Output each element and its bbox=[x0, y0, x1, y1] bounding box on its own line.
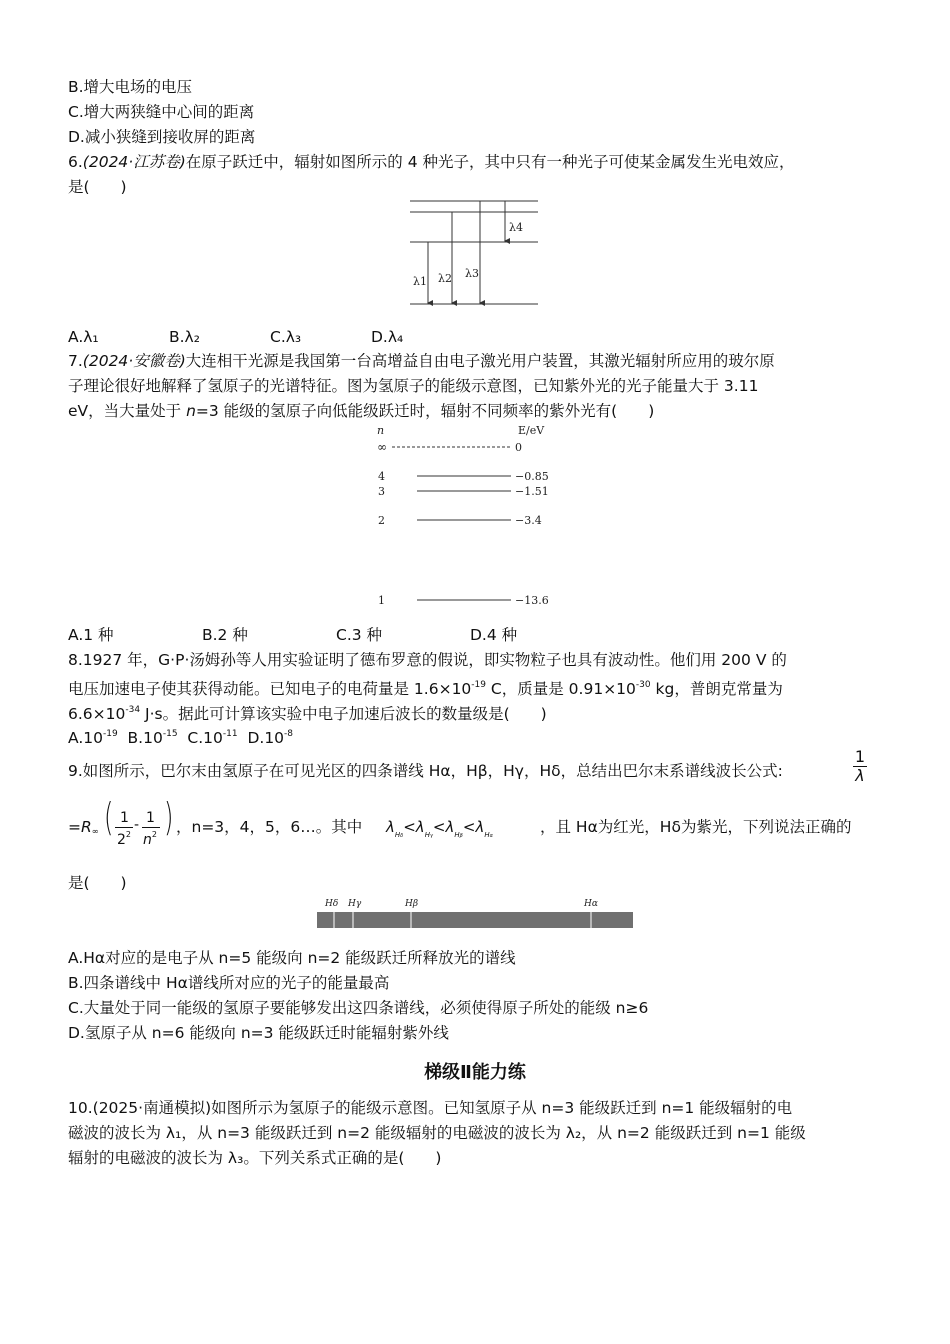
q7-option-b: B.2 种 bbox=[202, 626, 248, 644]
q9-spec-label-hb: Hβ bbox=[405, 899, 419, 909]
q7-text3-n: n bbox=[186, 402, 196, 420]
section-heading: 梯级Ⅱ能力练 bbox=[424, 1062, 526, 1083]
q7-level-3-n: 3 bbox=[378, 485, 385, 498]
q9-stem-line2-start bbox=[68, 816, 99, 843]
q7-col-n: n bbox=[377, 424, 385, 437]
q7-options bbox=[68, 624, 517, 646]
q6-stem-line2: 是( ) bbox=[68, 178, 127, 196]
q8-line2c: kg，普朗克常量为 bbox=[650, 680, 783, 698]
q7-number: 7. bbox=[68, 352, 83, 370]
q8-option-c: $C.10^{-11}$ bbox=[187, 729, 238, 747]
q7-level-inf-e: 0 bbox=[515, 441, 522, 454]
q7-stem-line3 bbox=[68, 400, 654, 422]
q5-option-c: C.增大两狭缝中心间的距离 bbox=[68, 103, 255, 121]
q9-r-inf: =R bbox=[68, 818, 92, 836]
q7-stem-line1 bbox=[68, 350, 775, 372]
q6-label-l4: λ4 bbox=[509, 221, 523, 234]
q6-options bbox=[68, 326, 403, 348]
q9-option-b: B.四条谱线中 Hα谱线所对应的光子的能量最高 bbox=[68, 974, 390, 992]
q9-inf: ∞ bbox=[91, 827, 99, 837]
q9-option-c: C.大量处于同一能级的氢原子要能够发出这四条谱线，必须使得原子所处的能级 n≥6 bbox=[68, 999, 649, 1017]
q8-line2b: C，质量是 0.91×10 bbox=[486, 680, 636, 698]
q7-col-e: E/eV bbox=[518, 424, 545, 437]
q6-stem-line1 bbox=[68, 151, 794, 173]
q8-exp1: -19 bbox=[471, 680, 486, 690]
q9-frac-den: λ bbox=[853, 766, 867, 785]
q7-level-2-n: 2 bbox=[378, 514, 385, 527]
q6-option-a: A.λ₁ bbox=[68, 328, 99, 346]
q9-spec-label-hd: Hδ bbox=[325, 899, 339, 909]
q10-stem-line1: 10.(2025·南通模拟)如图所示为氢原子的能级示意图。已知氢原子从 n=3 能级跃迁到 n=1 能级辐射的电 bbox=[68, 1099, 793, 1117]
q9-wavelength-inequality: $\lambda_{H\delta}<\lambda_{H\gamma}<\lambda_{H\beta}<\lambda_{H\alpha}$ bbox=[386, 818, 493, 839]
q9-stem-line3: 是( ) bbox=[68, 874, 127, 892]
q6-label-l3: λ3 bbox=[465, 267, 479, 280]
q8-stem-line2 bbox=[68, 674, 783, 700]
q7-option-c: C.3 种 bbox=[336, 626, 383, 644]
q6-label-l1: λ1 bbox=[413, 275, 427, 288]
q8-stem-line1: 8.1927 年，G·P·汤姆孙等人用实验证明了德布罗意的假说，即实物粒子也具有波动性。他们用 200 V 的 bbox=[68, 651, 787, 669]
q5-option-b: B.增大电场的电压 bbox=[68, 78, 193, 96]
q7-level-inf-n: ∞ bbox=[377, 440, 387, 454]
q7-level-1-e: −13.6 bbox=[515, 594, 549, 607]
q9-spectrum-figure bbox=[316, 896, 636, 932]
q6-option-b: B.λ₂ bbox=[169, 328, 200, 346]
q7-level-4-e: −0.85 bbox=[515, 470, 549, 483]
q8-option-d: $D.10^{-8}$ bbox=[247, 729, 294, 747]
q9-formula-one: 1 bbox=[120, 810, 129, 826]
q9-option-d: D.氢原子从 n=6 能级向 n=3 能级跃迁时能辐射紫外线 bbox=[68, 1024, 449, 1042]
q7-source: (2024·安徽卷) bbox=[82, 352, 186, 370]
q9-stem-line1: 9.如图所示，巴尔末由氢原子在可见光区的四条谱线 Hα，Hβ，Hγ，Hδ，总结出巴尔末系谱线波长公式: bbox=[68, 762, 783, 780]
q9-balmer-formula: ( 1 $2^2$ - 1 $n^2$ ) bbox=[104, 794, 174, 848]
q7-option-d: D.4 种 bbox=[470, 626, 518, 644]
q10-stem-line2: 磁波的波长为 λ₁，从 n=3 能级跃迁到 n=2 能级辐射的电磁波的波长为 λ₂，从 n=2 能级跃迁到 n=1 能级 bbox=[68, 1124, 806, 1142]
q8-options bbox=[68, 723, 293, 749]
q8-exp3: -34 bbox=[125, 705, 141, 715]
q8-line3a: 6.6×10 bbox=[68, 705, 126, 723]
q7-level-2-e: −3.4 bbox=[515, 514, 542, 527]
q7-level-4-n: 4 bbox=[378, 470, 385, 483]
q9-spec-label-ha: Hα bbox=[584, 899, 598, 909]
q8-line3b: J·s。据此可计算该实验中电子加速后波长的数量级是( ) bbox=[140, 705, 547, 723]
q6-option-d: D.λ₄ bbox=[371, 328, 404, 346]
q6-source: (2024·江苏卷) bbox=[82, 153, 186, 171]
q7-text3a: eV，当大量处于 bbox=[68, 402, 187, 420]
q7-level-1-n: 1 bbox=[378, 594, 385, 607]
q9-frac-1-over-lambda bbox=[853, 748, 867, 785]
q7-text3b: =3 能级的氢原子向低能级跃迁时，辐射不同频率的紫外光有( ) bbox=[195, 402, 655, 420]
q10-stem-line3: 辐射的电磁波的波长为 λ₃。下列关系式正确的是( ) bbox=[68, 1149, 442, 1167]
q7-text1: 大连相干光源是我国第一台高增益自由电子激光用户装置，其激光辐射所应用的玻尔原 bbox=[185, 352, 775, 370]
q8-stem-line3 bbox=[68, 699, 547, 725]
q9-spec-label-hg: Hγ bbox=[348, 899, 362, 909]
q7-option-a: A.1 种 bbox=[68, 626, 114, 644]
q8-line2a: 电压加速电子使其获得动能。已知电子的电荷量是 1.6×10 bbox=[68, 680, 472, 698]
q9-frac-num: 1 bbox=[854, 747, 866, 766]
q9-stem-line2-mid: ，n=3，4，5，6…。其中 bbox=[176, 818, 363, 836]
q9-spectrum-band bbox=[317, 912, 633, 928]
q8-option-b: $B.10^{-15}$ bbox=[127, 729, 178, 747]
q5-option-d: D.减小狭缝到接收屏的距离 bbox=[68, 128, 256, 146]
q8-exp2: -30 bbox=[635, 680, 651, 690]
q7-level-3-e: −1.51 bbox=[515, 485, 549, 498]
q9-formula-den2: $n^2$ bbox=[143, 830, 157, 848]
q6-option-c: C.λ₃ bbox=[270, 328, 302, 346]
q9-stem-line2-end: ，且 Hα为红光，Hδ为紫光，下列说法正确的 bbox=[540, 818, 852, 836]
q9-formula-den1: $2^2$ bbox=[117, 830, 132, 848]
q7-stem-line2: 子理论很好地解释了氢原子的光谱特征。图为氢原子的能级示意图，已知紫外光的光子能量大于 3.11 bbox=[68, 377, 759, 395]
q9-formula-one2: 1 bbox=[146, 810, 155, 826]
q6-number: 6. bbox=[68, 153, 83, 171]
q9-option-a: A.Hα对应的是电子从 n=5 能级向 n=2 能级跃迁所释放光的谱线 bbox=[68, 949, 516, 967]
q6-transition-figure bbox=[400, 192, 550, 312]
q7-energy-level-diagram bbox=[370, 420, 570, 612]
q8-option-a: $A.10^{-19}$ bbox=[68, 729, 118, 747]
q6-text1: 在原子跃迁中，辐射如图所示的 4 种光子，其中只有一种光子可使某金属发生光电效应， bbox=[185, 153, 795, 171]
q6-label-l2: λ2 bbox=[438, 272, 452, 285]
